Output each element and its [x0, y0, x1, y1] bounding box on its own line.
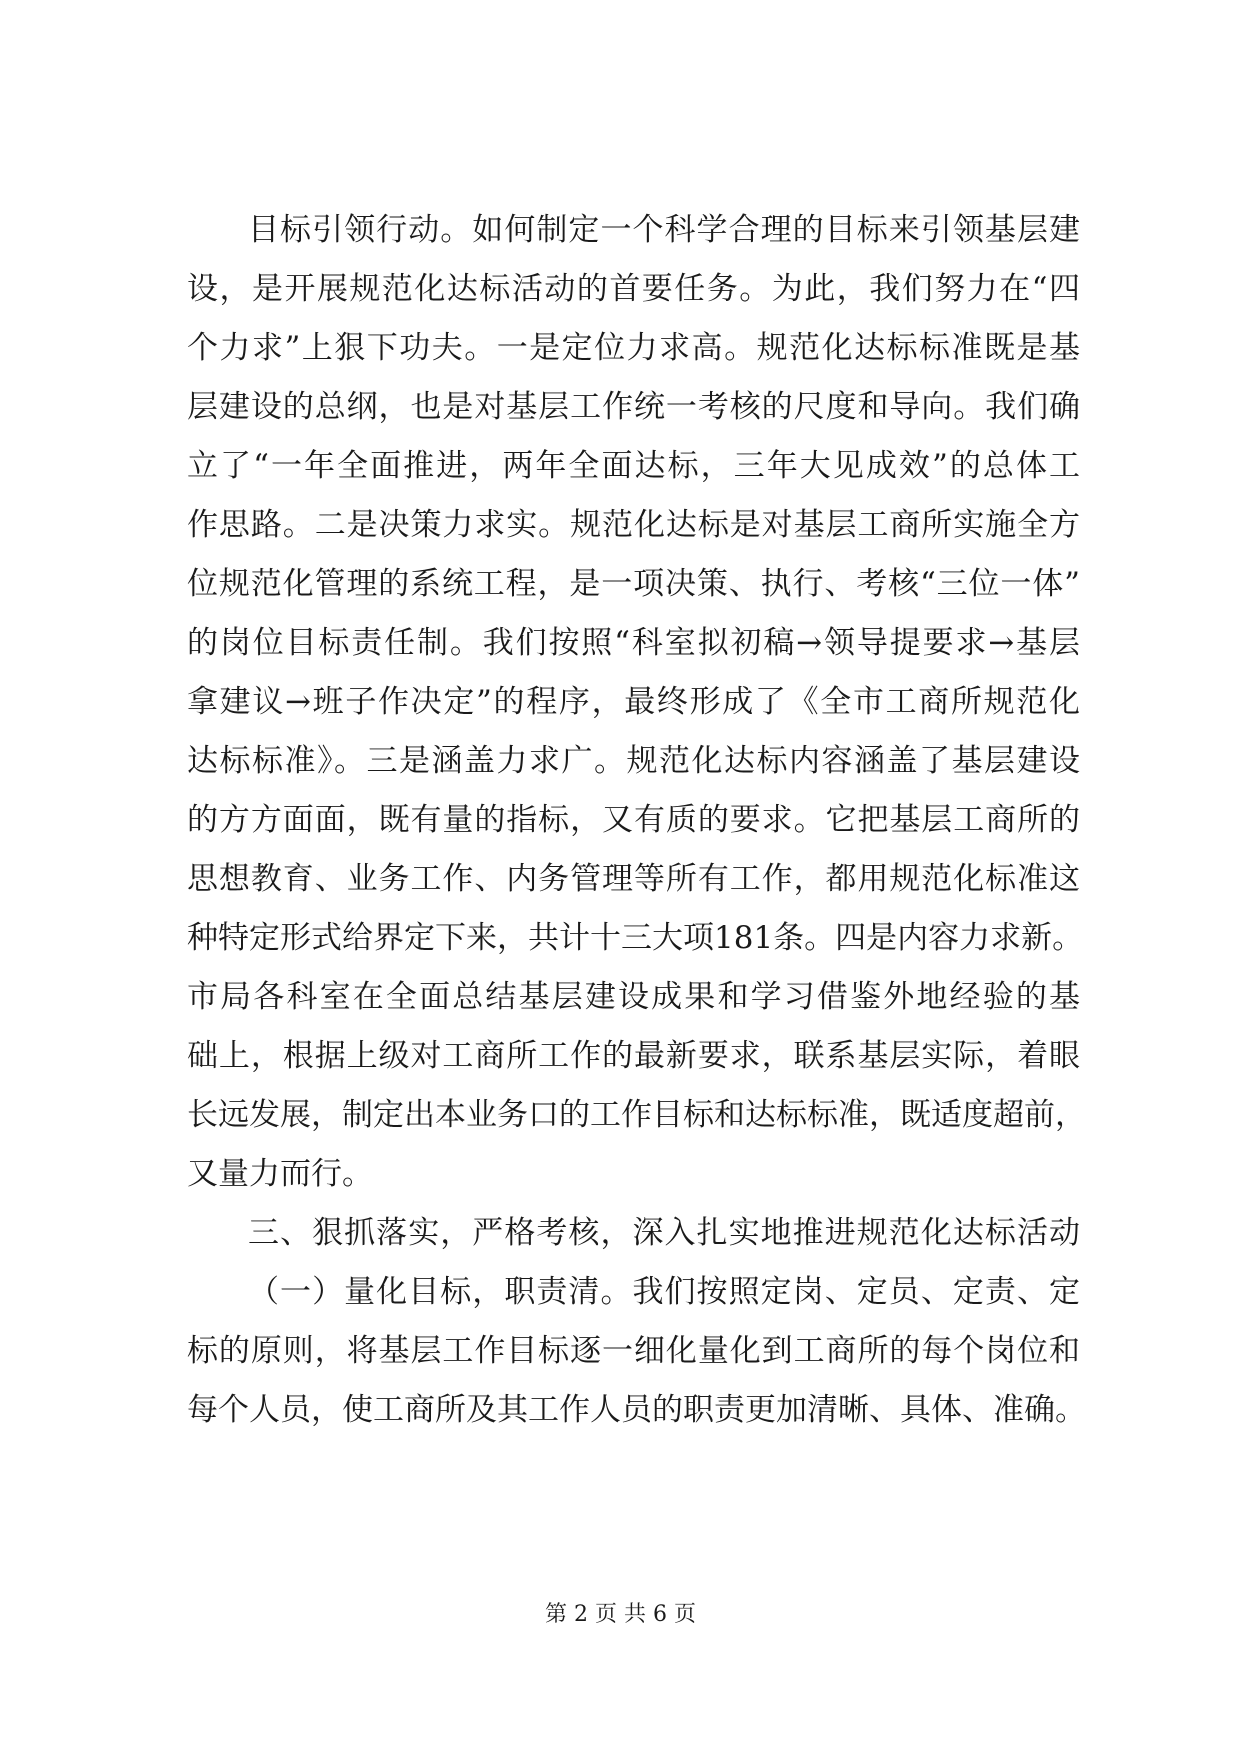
paragraph-line-14: 市局各科室在全面总结基层建设成果和学习借鉴外地经验的基	[187, 979, 1080, 1015]
section-heading: 三、狠抓落实，严格考核，深入扎实地推进规范化达标活动	[248, 1215, 1080, 1251]
paragraph-line-19: （一）量化目标，职责清。我们按照定岗、定员、定责、定	[248, 1274, 1080, 1310]
paragraph-line-7: 位规范化管理的系统工程，是一项决策、执行、考核“三位一体”	[187, 566, 1080, 602]
paragraph-line-17: 又量力而行。	[187, 1156, 373, 1192]
paragraph-line-8: 的岗位目标责任制。我们按照“科室拟初稿→领导提要求→基层	[187, 625, 1080, 661]
paragraph-line-12: 思想教育、业务工作、内务管理等所有工作，都用规范化标准这	[187, 861, 1080, 897]
paragraph-line-4: 层建设的总纲，也是对基层工作统一考核的尺度和导向。我们确	[187, 389, 1080, 425]
page-number-footer: 第 2 页 共 6 页	[545, 1602, 696, 1627]
paragraph-line-6: 作思路。二是决策力求实。规范化达标是对基层工商所实施全方	[187, 507, 1080, 543]
paragraph-line-16: 长远发展，制定出本业务口的工作目标和达标标准，既适度超前，	[187, 1097, 1086, 1133]
paragraph-line-21: 每个人员，使工商所及其工作人员的职责更加清晰、具体、准确。	[187, 1392, 1086, 1428]
paragraph-line-10: 达标标准》。三是涵盖力求广。规范化达标内容涵盖了基层建设	[187, 743, 1080, 779]
paragraph-line-20: 标的原则，将基层工作目标逐一细化量化到工商所的每个岗位和	[187, 1333, 1080, 1369]
paragraph-line-13: 种特定形式给界定下来，共计十三大项181条。四是内容力求新。	[187, 920, 1084, 956]
paragraph-line-11: 的方方面面，既有量的指标，又有质的要求。它把基层工商所的	[187, 802, 1080, 838]
paragraph-line-3: 个力求”上狠下功夫。一是定位力求高。规范化达标标准既是基	[187, 330, 1080, 366]
paragraph-line-5: 立了“一年全面推进，两年全面达标，三年大见成效”的总体工	[187, 448, 1080, 484]
paragraph-line-9: 拿建议→班子作决定”的程序，最终形成了《全市工商所规范化	[187, 684, 1080, 720]
paragraph-line-2: 设，是开展规范化达标活动的首要任务。为此，我们努力在“四	[187, 271, 1080, 307]
paragraph-line-15: 础上，根据上级对工商所工作的最新要求，联系基层实际，着眼	[187, 1038, 1080, 1074]
paragraph-line-1: 目标引领行动。如何制定一个科学合理的目标来引领基层建	[248, 212, 1080, 248]
